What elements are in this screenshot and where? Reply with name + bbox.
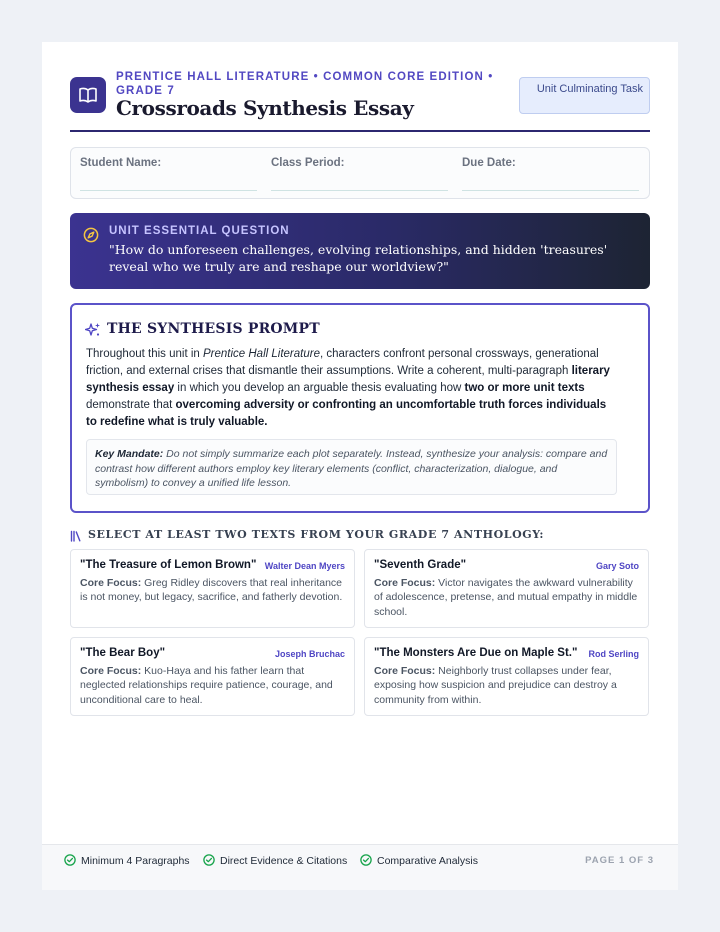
synthesis-prompt-box — [70, 303, 650, 513]
essential-question-label: UNIT ESSENTIAL QUESTION — [109, 225, 290, 237]
texts-section-title: SELECT AT LEAST TWO TEXTS FROM YOUR GRADE 7 ANTHOLOGY: — [88, 528, 545, 541]
text-card-seventh-grade[interactable] — [364, 549, 649, 628]
prompt-text: , characters confront personal crossways, generational friction, and external crises that dismantle their assumptions. Write a coherent, multi-paragraph — [86, 348, 599, 377]
text-card-title: "Seventh Grade" — [374, 559, 467, 571]
requirement-label: Minimum 4 Paragraphs — [81, 855, 190, 867]
student-name-line[interactable] — [80, 190, 257, 191]
open-book-icon — [70, 77, 106, 113]
page-title: Crossroads Synthesis Essay — [116, 96, 414, 120]
student-name-label: Student Name: — [80, 157, 162, 169]
prompt-book-title: Prentice Hall Literature — [203, 348, 320, 360]
prompt-emphasis: two or more unit texts — [464, 382, 585, 394]
text-card-author: Rod Serling — [588, 649, 639, 659]
texts-section-header — [70, 528, 650, 544]
text-card-focus — [80, 664, 346, 707]
header-divider — [70, 130, 650, 132]
due-date-field[interactable] — [462, 157, 639, 169]
key-mandate-label: Key Mandate: — [95, 448, 164, 460]
text-card-focus — [374, 576, 640, 619]
student-name-field[interactable] — [80, 157, 257, 169]
core-focus-text: Kuo-Haya and his father learn that neglected relationships require patience, courage, and unconditional care to heal. — [80, 665, 333, 706]
compass-icon — [83, 227, 99, 243]
class-period-field[interactable] — [271, 157, 448, 169]
task-type-badge: Unit Culminating Task — [519, 77, 650, 114]
requirement-label: Comparative Analysis — [377, 855, 478, 867]
prompt-text: demonstrate that — [86, 399, 176, 411]
prompt-text: in which you develop an arguable thesis evaluating how — [174, 382, 465, 394]
requirement-label: Direct Evidence & Citations — [220, 855, 348, 867]
class-period-line[interactable] — [271, 190, 448, 191]
check-circle-icon — [64, 854, 76, 866]
footer-bar — [42, 845, 678, 890]
text-card-author: Gary Soto — [595, 561, 639, 571]
core-focus-label: Core Focus: — [80, 577, 142, 589]
key-mandate-note — [86, 439, 617, 495]
text-card-maple-street[interactable] — [364, 637, 649, 716]
prompt-body — [86, 346, 616, 431]
check-circle-icon — [360, 854, 372, 866]
prompt-emphasis: overcoming adversity or confronting an uncomfortable truth forces individuals to redefine what is truly valuable. — [86, 399, 607, 428]
text-card-title: "The Treasure of Lemon Brown" — [80, 559, 257, 571]
text-card-focus — [80, 576, 346, 605]
prompt-text: Throughout this unit in — [86, 348, 203, 360]
text-card-title: "The Bear Boy" — [80, 647, 166, 659]
prompt-emphasis: literary synthesis essay — [86, 365, 610, 394]
essential-question-text: "How do unforeseen challenges, evolving relationships, and hidden 'treasures' reveal who we truly are and reshape our worldview?" — [109, 242, 608, 274]
core-focus-text: Neighborly trust collapses under fear, exposing how suspicion and prejudice can destroy a community from within. — [374, 665, 617, 706]
student-info-box — [70, 147, 650, 199]
core-focus-text: Victor navigates the awkward vulnerability of adolescence, pretense, and mutual empathy in middle school. — [374, 577, 638, 618]
due-date-label: Due Date: — [462, 157, 516, 169]
due-date-line[interactable] — [462, 190, 639, 191]
text-card-lemon-brown[interactable] — [70, 549, 355, 628]
text-card-bear-boy[interactable] — [70, 637, 355, 716]
library-icon — [70, 529, 82, 541]
core-focus-label: Core Focus: — [374, 577, 436, 589]
course-eyebrow: PRENTICE HALL LITERATURE • COMMON CORE EDITION • GRADE 7 — [116, 71, 494, 97]
text-card-author: Walter Dean Myers — [264, 561, 345, 571]
sparkle-icon — [85, 322, 101, 338]
essential-question-box — [70, 213, 650, 289]
text-card-author: Joseph Bruchac — [274, 649, 345, 659]
key-mandate-text: Do not simply summarize each plot separately. Instead, synthesize your analysis: compare and contrast how different authors employ key literary elements (conflict, characterization, dialogue, and symbolism) to convey a unified life lesson. — [95, 448, 608, 489]
text-card-title: "The Monsters Are Due on Maple St." — [374, 647, 578, 659]
worksheet-page — [42, 42, 678, 890]
core-focus-label: Core Focus: — [80, 665, 142, 677]
core-focus-text: Greg Ridley discovers that real inheritance is not money, but legacy, sacrifice, and fatherly devotion. — [80, 577, 343, 604]
check-circle-icon — [203, 854, 215, 866]
page-number: PAGE 1 OF 3 — [585, 855, 654, 866]
prompt-title: THE SYNTHESIS PROMPT — [107, 321, 320, 337]
text-card-focus — [374, 664, 640, 707]
class-period-label: Class Period: — [271, 157, 345, 169]
core-focus-label: Core Focus: — [374, 665, 436, 677]
